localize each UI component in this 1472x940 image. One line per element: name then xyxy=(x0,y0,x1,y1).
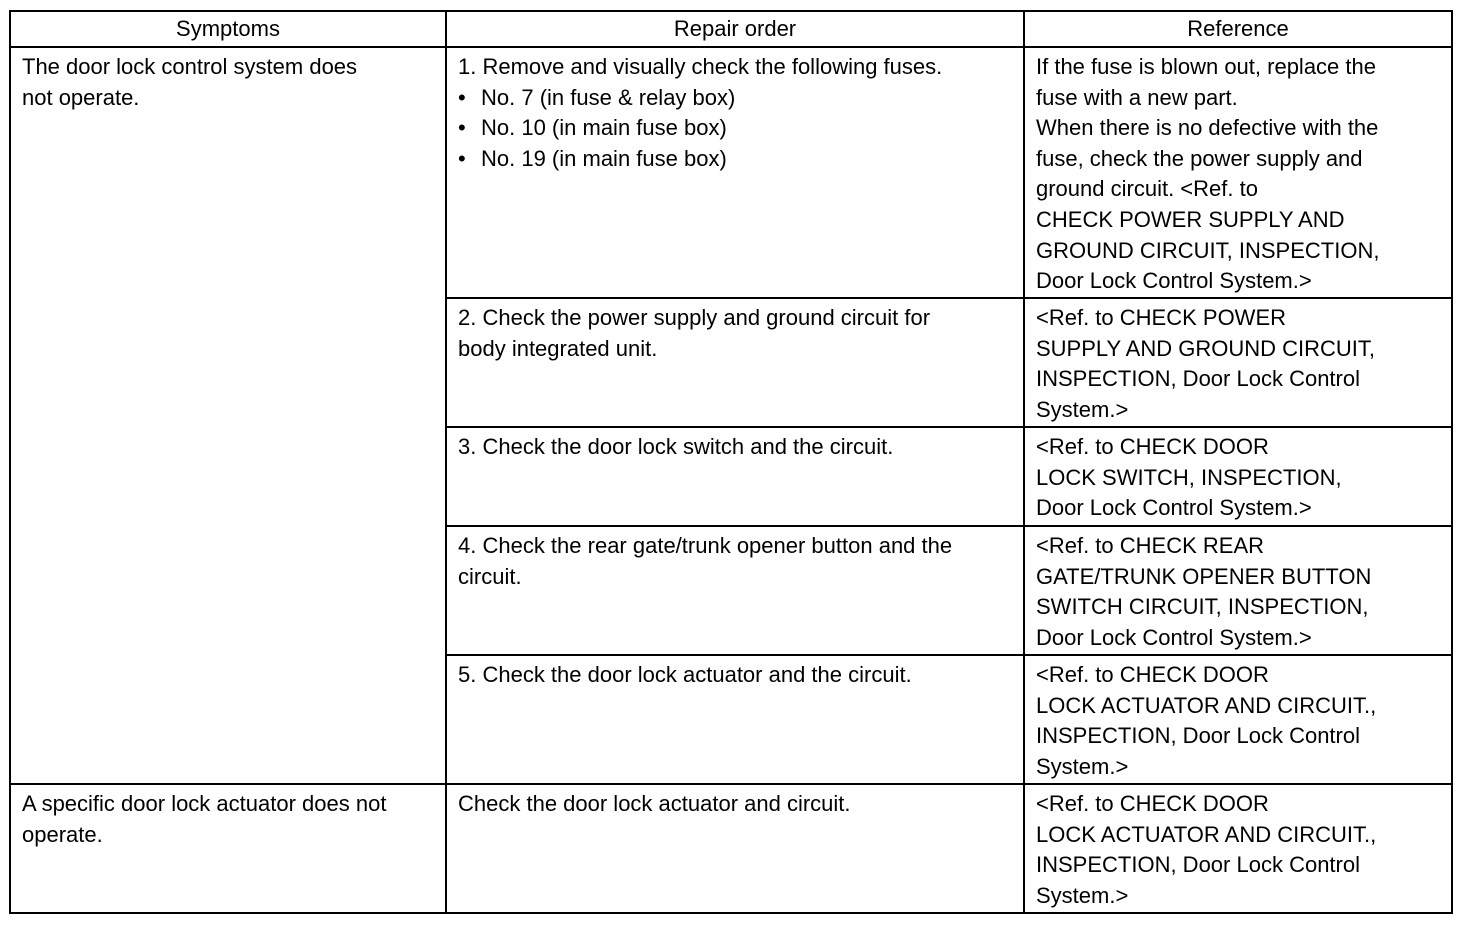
text-line: 5. Check the door lock actuator and the circuit. xyxy=(458,662,912,687)
text-line: A specific door lock actuator does not xyxy=(22,791,387,816)
text-line: operate. xyxy=(22,821,103,847)
text-line: <Ref. to CHECK POWER xyxy=(1036,305,1287,330)
repair-order-cell xyxy=(446,784,1024,913)
text-line: LOCK SWITCH, INSPECTION, xyxy=(1036,464,1342,490)
text-line: body integrated unit. xyxy=(458,335,658,361)
text-line: System.> xyxy=(1036,396,1129,422)
reference-cell xyxy=(1024,47,1452,298)
text-line: not operate. xyxy=(22,84,140,110)
text-line: LOCK ACTUATOR AND CIRCUIT., xyxy=(1036,821,1377,847)
text-line: INSPECTION, Door Lock Control xyxy=(1036,723,1360,749)
text-line: When there is no defective with the xyxy=(1036,115,1379,141)
repair-order-cell xyxy=(446,526,1024,655)
text-line: <Ref. to CHECK DOOR xyxy=(1036,434,1269,459)
header-repair-order: Repair order xyxy=(446,11,1024,47)
text-line: ground circuit. <Ref. to xyxy=(1036,176,1258,202)
header-reference: Reference xyxy=(1024,11,1452,47)
text-line: System.> xyxy=(1036,882,1129,908)
header-symptoms: Symptoms xyxy=(10,11,446,47)
repair-order-cell xyxy=(446,47,1024,298)
text-line: <Ref. to CHECK REAR xyxy=(1036,533,1265,558)
text-line: 4. Check the rear gate/trunk opener button and the xyxy=(458,533,953,558)
text-line: Door Lock Control System.> xyxy=(1036,268,1312,294)
text-line: 2. Check the power supply and ground circuit for xyxy=(458,305,931,330)
text-line: INSPECTION, Door Lock Control xyxy=(1036,852,1360,878)
symptom-cell xyxy=(10,47,446,784)
troubleshooting-table xyxy=(9,10,1453,914)
table-row xyxy=(10,784,1452,913)
text-line: If the fuse is blown out, replace the xyxy=(1036,54,1376,79)
text-line: GROUND CIRCUIT, INSPECTION, xyxy=(1036,237,1380,263)
bullet-item: • No. 7 (in fuse & relay box) xyxy=(458,83,1013,114)
text-line: System.> xyxy=(1036,753,1129,779)
reference-cell xyxy=(1024,526,1452,655)
text-line: <Ref. to CHECK DOOR xyxy=(1036,662,1269,687)
text-line: Door Lock Control System.> xyxy=(1036,495,1312,521)
text-line: SWITCH CIRCUIT, INSPECTION, xyxy=(1036,594,1369,620)
text-line: GATE/TRUNK OPENER BUTTON xyxy=(1036,563,1372,589)
text-line: LOCK ACTUATOR AND CIRCUIT., xyxy=(1036,692,1377,718)
text-line: Check the door lock actuator and circuit. xyxy=(458,791,851,816)
repair-order-cell xyxy=(446,655,1024,784)
text-line: INSPECTION, Door Lock Control xyxy=(1036,366,1360,392)
reference-cell xyxy=(1024,655,1452,784)
text-line: Door Lock Control System.> xyxy=(1036,624,1312,650)
repair-order-cell xyxy=(446,427,1024,526)
reference-cell xyxy=(1024,784,1452,913)
text-line: SUPPLY AND GROUND CIRCUIT, xyxy=(1036,335,1376,361)
bullet-item: • No. 19 (in main fuse box) xyxy=(458,144,1013,175)
text-line: fuse, check the power supply and xyxy=(1036,145,1363,171)
text-line: CHECK POWER SUPPLY AND xyxy=(1036,206,1345,232)
table-row xyxy=(10,47,1452,298)
header-row xyxy=(10,11,1452,47)
text-line: 1. Remove and visually check the following fuses. xyxy=(458,54,943,79)
text-line: circuit. xyxy=(458,563,522,589)
text-line: <Ref. to CHECK DOOR xyxy=(1036,791,1269,816)
reference-cell xyxy=(1024,427,1452,526)
text-line: 3. Check the door lock switch and the circuit. xyxy=(458,434,894,459)
text-line: fuse with a new part. xyxy=(1036,84,1238,110)
repair-order-cell xyxy=(446,298,1024,427)
text-line: The door lock control system does xyxy=(22,54,358,79)
bullet-item: • No. 10 (in main fuse box) xyxy=(458,113,1013,144)
reference-cell xyxy=(1024,298,1452,427)
symptom-cell xyxy=(10,784,446,913)
